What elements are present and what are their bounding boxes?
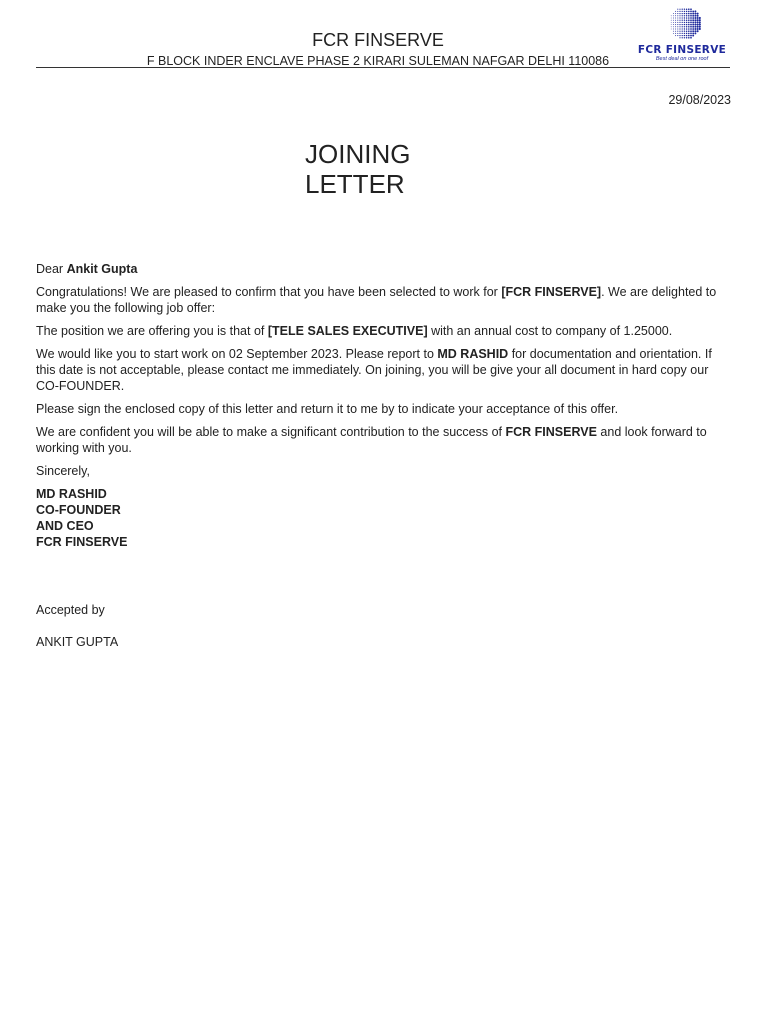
globe-dot [688, 19, 690, 21]
globe-dot [690, 30, 692, 32]
globe-dot [694, 24, 696, 26]
p2-text-b: with an annual cost to company of 1.25000. [427, 324, 673, 338]
p1-company: [FCR FINSERVE] [501, 285, 602, 299]
accepted-by-name: ANKIT GUPTA [36, 635, 119, 649]
paragraph-start-date [36, 346, 730, 394]
globe-dot [684, 24, 685, 25]
title-line-2: LETTER [305, 169, 405, 199]
globe-dot [697, 15, 699, 17]
accepted-by-label: Accepted by [36, 603, 105, 617]
globe-dot [697, 13, 699, 15]
globe-dot [688, 33, 690, 35]
globe-dot [694, 30, 696, 32]
globe-dot [684, 26, 685, 27]
globe-dot [686, 33, 688, 35]
globe-dot [692, 19, 694, 21]
letter-title [305, 139, 410, 199]
globe-dot [684, 15, 685, 16]
globe-dot [686, 13, 688, 15]
letter-date: 29/08/2023 [668, 93, 731, 107]
globe-dot [684, 37, 685, 38]
globe-dot [677, 13, 678, 14]
globe-dot [692, 30, 694, 32]
globe-dot [694, 21, 696, 23]
globe-dot [684, 35, 685, 36]
globe-dot [686, 11, 688, 13]
globe-dot [682, 24, 683, 25]
globe-dot [688, 8, 690, 10]
globe-dot [682, 37, 683, 38]
globe-dot [686, 35, 688, 37]
globe-dot [692, 10, 694, 12]
globe-dot [679, 17, 680, 18]
globe-dot [690, 19, 692, 21]
globe-dot [684, 33, 685, 34]
globe-dot [684, 30, 685, 31]
globe-dot [673, 13, 674, 14]
globe-dot [684, 11, 685, 12]
paragraph-position [36, 323, 730, 339]
globe-dot [675, 18, 676, 19]
globe-dot [677, 17, 678, 18]
globe-dot [686, 22, 688, 24]
globe-dot [679, 35, 680, 36]
paragraph-congratulations [36, 284, 730, 316]
globe-dot [697, 30, 699, 32]
globe-dot [688, 28, 690, 30]
globe-dot [675, 31, 676, 32]
globe-dot [679, 33, 680, 34]
globe-dot [699, 26, 701, 28]
globe-dot [675, 22, 676, 23]
globe-dot [694, 15, 696, 17]
globe-dot [679, 24, 680, 25]
globe-dot [675, 29, 676, 30]
globe-dot [673, 24, 674, 25]
globe-dot [694, 10, 696, 12]
globe-dot [694, 32, 696, 34]
globe-dot [692, 26, 694, 28]
globe-dot [688, 35, 690, 37]
globe-dot [679, 11, 680, 12]
globe-dot [675, 20, 676, 21]
globe-dot [677, 20, 678, 21]
globe-dot [677, 15, 678, 16]
globe-dot [686, 8, 688, 10]
globe-dot [684, 8, 685, 9]
globe-dot [690, 8, 692, 10]
globe-dot [697, 24, 699, 26]
globe-dot [690, 24, 692, 26]
globe-dot [682, 15, 683, 16]
globe-dot [688, 37, 690, 39]
globe-dot [697, 26, 699, 28]
globe-dot [677, 22, 678, 23]
globe-dot [679, 28, 680, 29]
globe-dot [673, 22, 674, 23]
globe-dot [692, 15, 694, 17]
logo-tagline: Best deal on one roof [655, 56, 709, 62]
signatory-role-2: AND CEO [36, 519, 94, 533]
globe-dot [688, 22, 690, 24]
globe-dot [679, 20, 680, 21]
p2-position: [TELE SALES EXECUTIVE] [267, 324, 428, 338]
globe-dot [692, 35, 694, 37]
p5-text-a: We are confident you will be able to make a significant contribution to the success of [36, 425, 506, 439]
greeting [36, 261, 730, 277]
globe-dot [677, 31, 678, 32]
paragraph-confidence [36, 424, 730, 456]
globe-dot [682, 28, 683, 29]
globe-dot [671, 22, 672, 23]
globe-dot [675, 35, 676, 36]
globe-dot [694, 28, 696, 30]
globe-dot [684, 17, 685, 18]
globe-dot [692, 28, 694, 30]
globe-dot [686, 15, 688, 17]
globe-dot [675, 15, 676, 16]
p3-text-b: for documentation and orientation. If this date is not acceptable, please contact me immediately. On joining, you will be give your all document in hard copy our CO-FOUNDER. [36, 347, 712, 393]
globe-dot [682, 33, 683, 34]
letter-body [36, 261, 730, 550]
globe-dot [694, 17, 696, 19]
globe-dot [673, 20, 674, 21]
globe-dot [697, 17, 699, 19]
globe-dot [679, 26, 680, 27]
company-logo [630, 4, 734, 64]
globe-dot [692, 21, 694, 23]
globe-dot [690, 26, 692, 28]
globe-dot [675, 13, 676, 14]
closing: Sincerely, [36, 464, 90, 478]
globe-dot [694, 19, 696, 21]
globe-dot [682, 22, 683, 23]
signature-block [36, 486, 730, 550]
globe-dot [673, 26, 674, 27]
globe-dot [679, 22, 680, 23]
signatory-role-1: CO-FOUNDER [36, 503, 121, 517]
globe-dot [684, 13, 685, 14]
globe-dot [679, 13, 680, 14]
globe-dot [682, 35, 683, 36]
globe-dot [688, 24, 690, 26]
globe-dot [694, 13, 696, 15]
globe-dot [677, 24, 678, 25]
globe-dot [675, 33, 676, 34]
globe-dot [686, 37, 688, 39]
globe-dot [688, 11, 690, 13]
globe-dot [690, 17, 692, 19]
globe-dot [684, 19, 685, 20]
globe-dot [684, 22, 685, 23]
globe-dot [671, 18, 672, 19]
globe-dot [692, 13, 694, 15]
globe-dot [679, 37, 680, 38]
p5-company: FCR FINSERVE [505, 425, 597, 439]
globe-dot [686, 19, 688, 21]
globe-dot [692, 32, 694, 34]
globe-dot [673, 31, 674, 32]
globe-dot [677, 9, 678, 10]
globe-dot [686, 30, 688, 32]
globe-dot [686, 17, 688, 19]
globe-dot [679, 9, 680, 10]
p1-text-b: . We are delighted to make you the following job offer: [36, 285, 717, 315]
globe-dot [699, 24, 701, 26]
p1-text-a: Congratulations! We are pleased to confirm that you have been selected to work for [36, 285, 502, 299]
globe-dot [688, 17, 690, 19]
globe-dot [690, 13, 692, 15]
recipient-name: Ankit Gupta [66, 262, 138, 276]
globe-dot [671, 24, 672, 25]
logo-text: FCR FINSERVE [637, 44, 727, 56]
company-name: FCR FINSERVE [312, 30, 444, 50]
globe-dot [692, 24, 694, 26]
globe-dot [697, 28, 699, 30]
globe-dot [682, 9, 683, 10]
globe-dot [686, 26, 688, 28]
globe-dot [686, 24, 688, 26]
globe-dot [675, 26, 676, 27]
globe-dot [675, 11, 676, 12]
globe-dot [682, 31, 683, 32]
globe-dot [677, 28, 678, 29]
globe-dot [682, 26, 683, 27]
p3-person: MD RASHID [437, 347, 509, 361]
globe-dot [677, 11, 678, 12]
title-line-1: JOINING [305, 139, 411, 169]
globe-dot [682, 17, 683, 18]
globe-dot [673, 15, 674, 16]
globe-dot [686, 28, 688, 30]
signatory-name: MD RASHID [36, 487, 107, 501]
globe-dot [682, 13, 683, 14]
globe-dot [675, 24, 676, 25]
globe-dot [684, 28, 685, 29]
p2-text-a: The position we are offering you is that of [36, 324, 268, 338]
p3-text-a: We would like you to start work on 02 September 2023. Please report to [36, 347, 438, 361]
globe-dot [699, 19, 701, 21]
globe-dot [671, 29, 672, 30]
globe-dot [677, 35, 678, 36]
globe-dot [692, 17, 694, 19]
globe-dot [688, 13, 690, 15]
globe-dot [699, 17, 701, 19]
globe-dot [677, 26, 678, 27]
globe-dot [690, 15, 692, 17]
globe-dot [688, 15, 690, 17]
header-divider [36, 67, 730, 68]
globe-dot [673, 29, 674, 30]
globe-dot [694, 26, 696, 28]
dotted-globe-icon [630, 4, 734, 44]
globe-dot [690, 35, 692, 37]
globe-dot [688, 26, 690, 28]
globe-dot [690, 11, 692, 13]
globe-dot [671, 15, 672, 16]
globe-dot [673, 18, 674, 19]
globe-dot [673, 33, 674, 34]
globe-dot [697, 19, 699, 21]
globe-dot [699, 28, 701, 30]
signatory-company: FCR FINSERVE [36, 535, 128, 549]
globe-dot [699, 21, 701, 23]
globe-dot [690, 28, 692, 30]
globe-dot [690, 37, 692, 39]
globe-dot [679, 31, 680, 32]
globe-dot [688, 30, 690, 32]
globe-dot [677, 33, 678, 34]
globe-dot [671, 26, 672, 27]
paragraph-sign: Please sign the enclosed copy of this letter and return it to me by to indicate your acceptance of this offer. [36, 402, 619, 416]
globe-dot [690, 22, 692, 24]
globe-dot [679, 15, 680, 16]
globe-dot [697, 21, 699, 23]
globe-dot [690, 33, 692, 35]
company-address: F BLOCK INDER ENCLAVE PHASE 2 KIRARI SULEMAN NAFGAR DELHI 110086 [146, 54, 610, 68]
globe-dot [682, 20, 683, 21]
greeting-prefix: Dear [36, 262, 67, 276]
globe-dot [682, 11, 683, 12]
p5-text-b: and look forward to working with you. [36, 425, 707, 455]
globe-dot [671, 20, 672, 21]
